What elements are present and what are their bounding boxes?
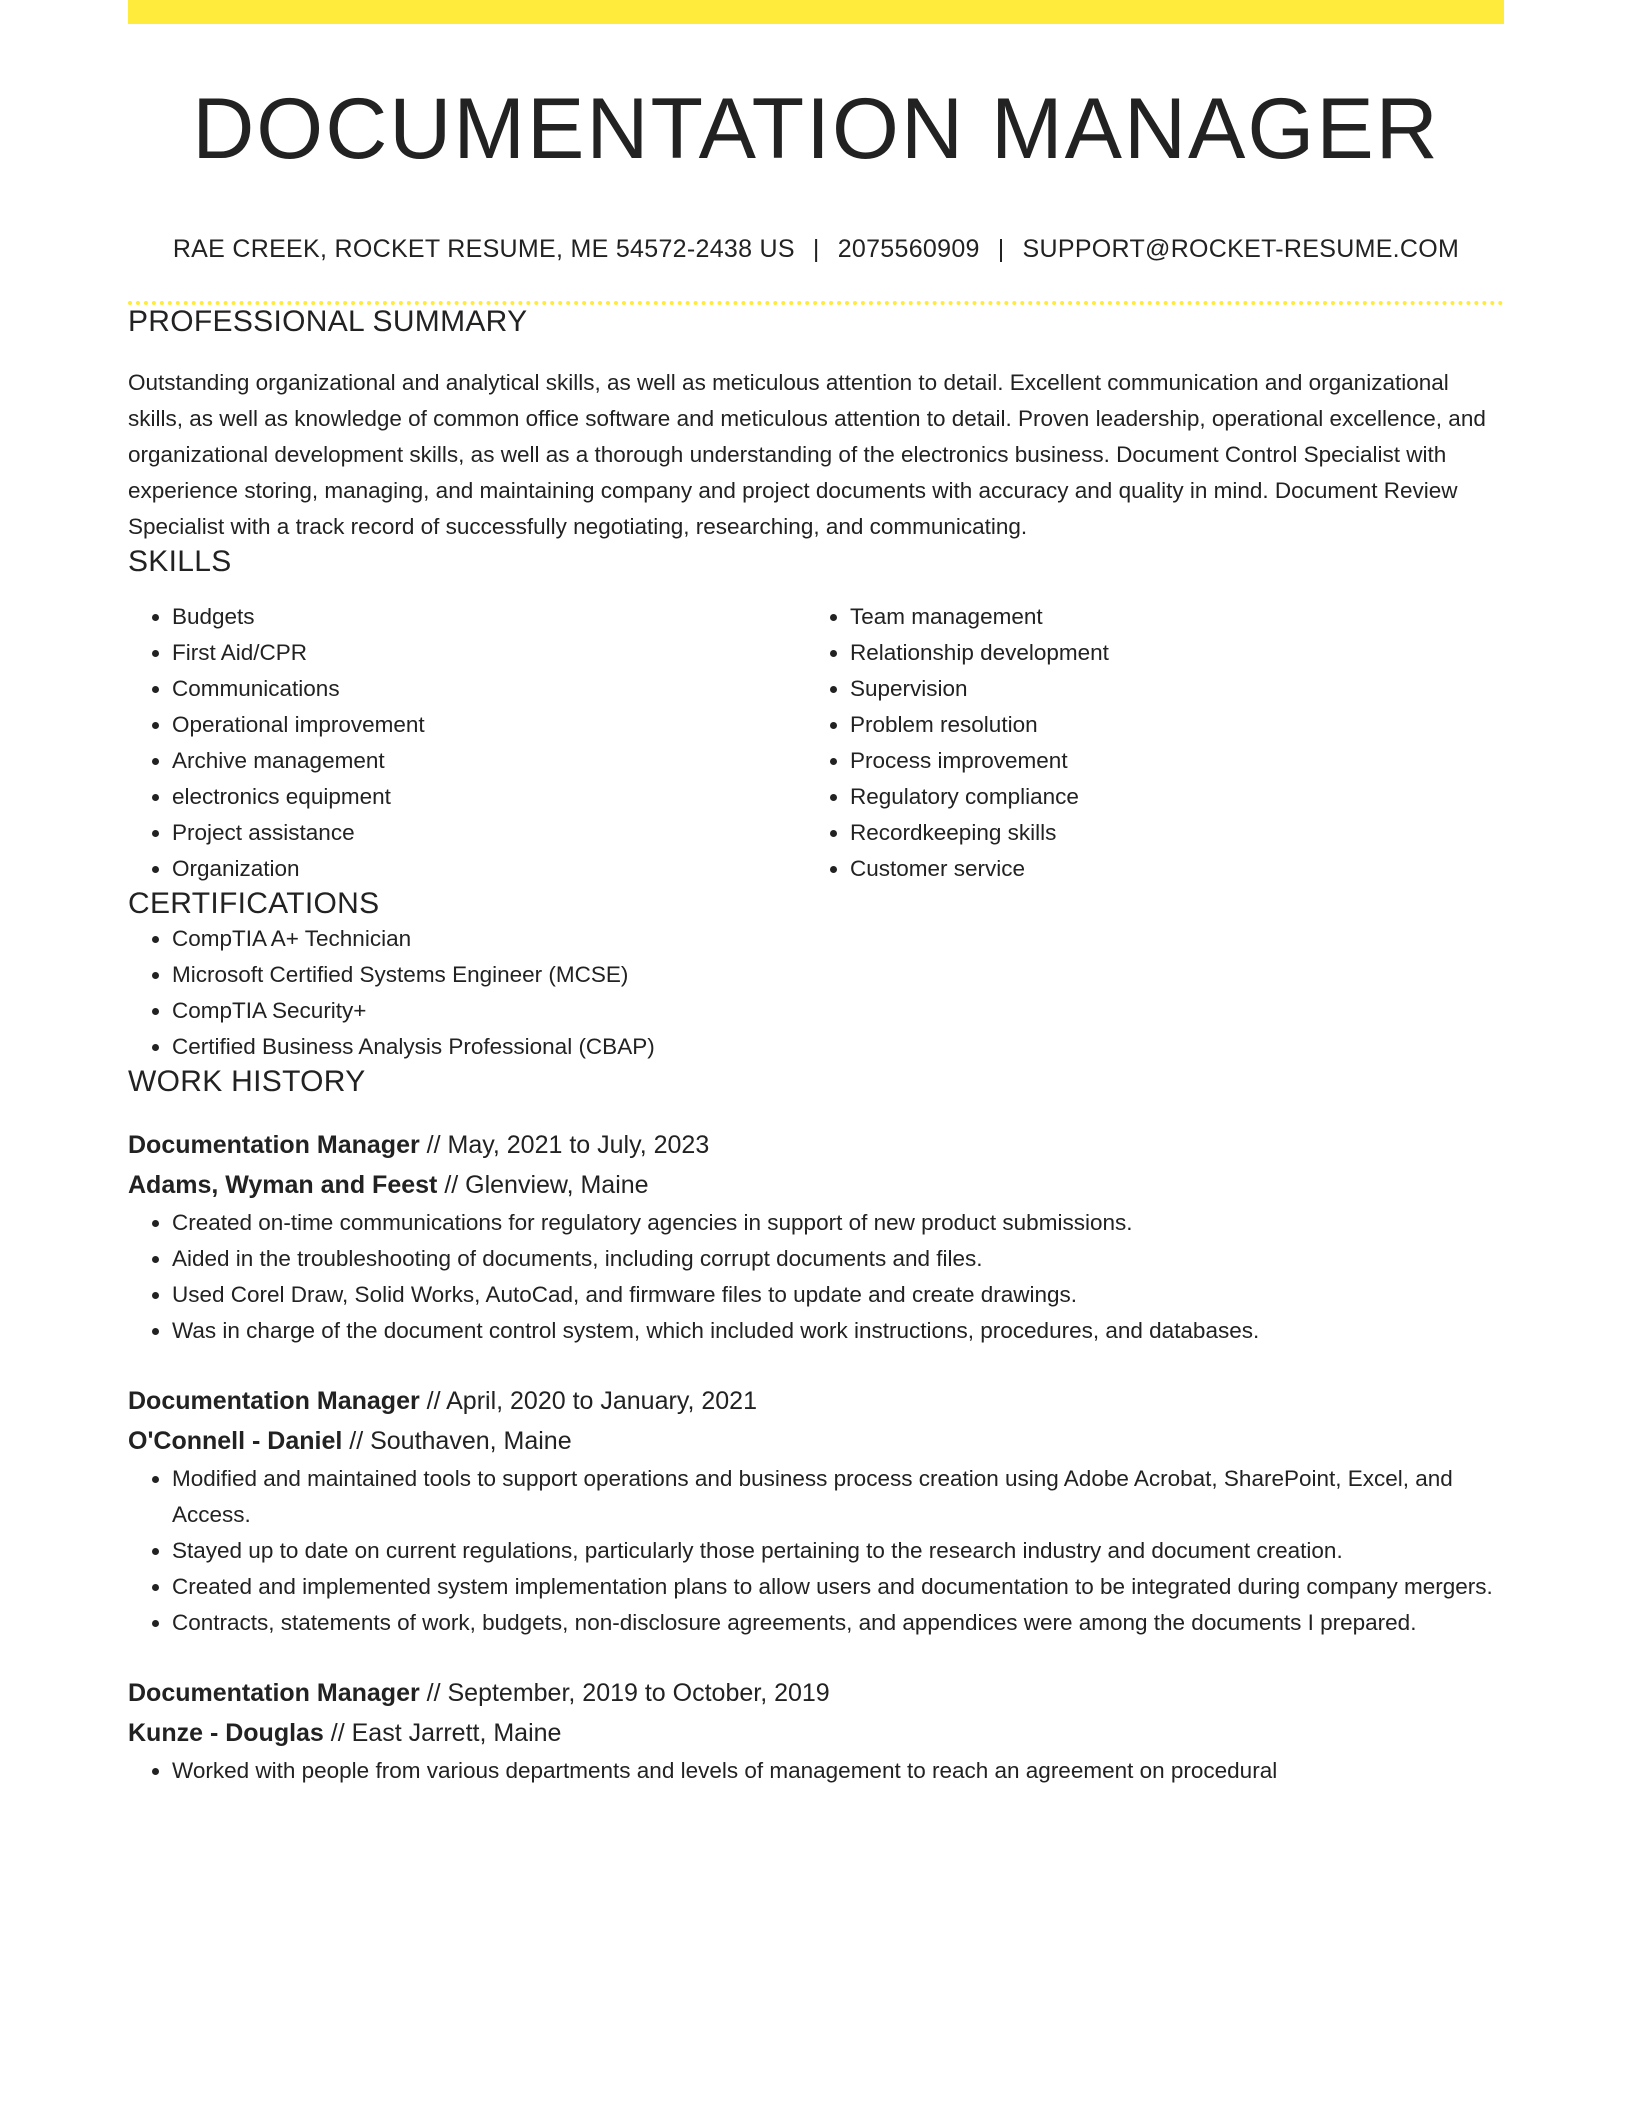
skill-item: • Problem resolution (850, 707, 1484, 743)
skill-item: • Supervision (850, 671, 1484, 707)
job-dates: // September, 2019 to October, 2019 (426, 1678, 830, 1707)
job-dates: // April, 2020 to January, 2021 (426, 1386, 757, 1415)
certification-item: • Microsoft Certified Systems Engineer (MCSE) (172, 957, 1504, 993)
job-entry (128, 1381, 1504, 1641)
job-dates: // May, 2021 to July, 2023 (426, 1130, 710, 1159)
skill-item: • Process improvement (850, 743, 1484, 779)
job-bullet: • Created and implemented system implementation plans to allow users and documentation to be integrated during company mergers. (172, 1569, 1504, 1605)
contact-separator: | (997, 234, 1005, 263)
job-company: Adams, Wyman and Feest (128, 1170, 438, 1199)
job-company-line (128, 1713, 1504, 1753)
job-company-line (128, 1165, 1504, 1205)
certifications-list (128, 921, 1504, 1065)
job-bullet: • Used Corel Draw, Solid Works, AutoCad, and firmware files to update and create drawings. (172, 1277, 1504, 1313)
skills-heading: SKILLS (128, 544, 232, 578)
job-bullet: • Created on-time communications for regulatory agencies in support of new product submissions. (172, 1205, 1504, 1241)
job-title: Documentation Manager (128, 1386, 420, 1415)
job-bullet: • Worked with people from various departments and levels of management to reach an agreement on procedural (172, 1753, 1504, 1789)
job-company-line (128, 1421, 1504, 1461)
skill-item: • Regulatory compliance (850, 779, 1484, 815)
certification-item: • CompTIA Security+ (172, 993, 1504, 1029)
skill-item: • First Aid/CPR (172, 635, 806, 671)
skill-item: • Communications (172, 671, 806, 707)
job-entry (128, 1125, 1504, 1349)
contact-phone[interactable]: 2075560909 (837, 234, 980, 263)
skill-item: • Archive management (172, 743, 806, 779)
job-location: // Glenview, Maine (444, 1170, 649, 1199)
job-bullets (128, 1205, 1504, 1349)
summary-text: Outstanding organizational and analytical skills, as well as meticulous attention to detail. Excellent communication and organizational skills, as well as knowledge of common office software and meticulous attention to detail. Proven leadership, operational excellence, and organizational development skills, as well as a thorough understanding of the electronics business. Document Control Specialist with experience storing, managing, and maintaining company and project documents with accuracy and quality in mind. Document Review Specialist with a track record of successfully negotiating, researching, and communicating. (128, 369, 1486, 539)
job-location: // Southaven, Maine (349, 1426, 572, 1455)
job-company: O'Connell - Daniel (128, 1426, 343, 1455)
job-company: Kunze - Douglas (128, 1718, 324, 1747)
work-history-heading: WORK HISTORY (128, 1064, 366, 1098)
contact-line (128, 235, 1504, 264)
job-title-line (128, 1125, 1504, 1165)
certification-item: • Certified Business Analysis Professional (CBAP) (172, 1029, 1504, 1065)
skill-item: • Recordkeeping skills (850, 815, 1484, 851)
skill-item: • Customer service (850, 851, 1484, 887)
skills-grid (128, 599, 1504, 887)
job-bullet: • Aided in the troubleshooting of documents, including corrupt documents and files. (172, 1241, 1504, 1277)
skill-item: • electronics equipment (172, 779, 806, 815)
job-bullets (128, 1461, 1504, 1641)
skills-list-left (128, 599, 806, 887)
resume-title: DOCUMENTATION MANAGER (192, 81, 1440, 177)
skill-item: • Organization (172, 851, 806, 887)
resume-page (128, 0, 1504, 1789)
top-accent-bar (128, 0, 1504, 24)
contact-address: RAE CREEK, ROCKET RESUME, ME 54572-2438 US (172, 234, 795, 263)
summary-heading: PROFESSIONAL SUMMARY (128, 304, 528, 338)
skill-item: • Operational improvement (172, 707, 806, 743)
job-bullet: • Stayed up to date on current regulations, particularly those pertaining to the research industry and document creation. (172, 1533, 1504, 1569)
skill-item: • Budgets (172, 599, 806, 635)
skills-column-left (128, 599, 806, 887)
job-title: Documentation Manager (128, 1130, 420, 1159)
certifications-heading: CERTIFICATIONS (128, 886, 380, 920)
job-title-line (128, 1673, 1504, 1713)
contact-separator: | (812, 234, 820, 263)
contact-email[interactable]: SUPPORT@ROCKET-RESUME.COM (1022, 234, 1460, 263)
job-bullet: • Contracts, statements of work, budgets, non-disclosure agreements, and appendices were among the documents I prepared. (172, 1605, 1504, 1641)
job-entry (128, 1673, 1504, 1789)
job-title-line (128, 1381, 1504, 1421)
skills-list-right (806, 599, 1484, 887)
job-location: // East Jarrett, Maine (330, 1718, 562, 1747)
skills-column-right (806, 599, 1484, 887)
skill-item: • Project assistance (172, 815, 806, 851)
job-bullet: • Modified and maintained tools to support operations and business process creation using Adobe Acrobat, SharePoint, Excel, and Access. (172, 1461, 1504, 1533)
job-bullet: • Was in charge of the document control system, which included work instructions, procedures, and databases. (172, 1313, 1504, 1349)
job-bullets (128, 1753, 1504, 1789)
skill-item: • Relationship development (850, 635, 1484, 671)
certification-item: • CompTIA A+ Technician (172, 921, 1504, 957)
skill-item: • Team management (850, 599, 1484, 635)
job-title: Documentation Manager (128, 1678, 420, 1707)
